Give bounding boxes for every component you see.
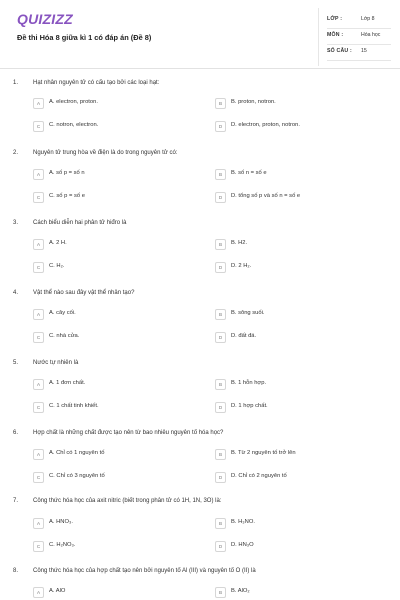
question-text: Hợp chất là những chất được tạo nên từ bao nhiêu nguyên tố hóa học? <box>33 430 224 436</box>
option-letter-box: D <box>215 541 226 552</box>
option-text: C. H₂. <box>49 263 65 269</box>
question-text: Hạt nhân nguyên tử có cấu tạo bởi các loại hạt: <box>33 80 160 86</box>
option-letter-box: C <box>33 541 44 552</box>
option-c[interactable] <box>33 192 203 205</box>
option-letter-box: A <box>33 169 44 180</box>
option-letter-box: B <box>215 309 226 320</box>
option-b[interactable] <box>215 587 385 600</box>
option-b[interactable] <box>215 309 385 322</box>
option-text: C. nhà cửa. <box>49 333 80 339</box>
option-text: A. cây cối. <box>49 310 76 316</box>
option-letter-box: C <box>33 332 44 343</box>
meta-key-count: SỐ CÂU : <box>327 48 352 54</box>
option-letter-box: D <box>215 262 226 273</box>
option-letter-box: A <box>33 518 44 529</box>
question-number: 3. <box>13 220 19 226</box>
option-a[interactable] <box>33 379 203 392</box>
option-c[interactable] <box>33 121 203 134</box>
option-letter-box: B <box>215 239 226 250</box>
meta-key-class: LỚP : <box>327 16 343 22</box>
meta-divider <box>327 60 391 61</box>
option-text: B. Từ 2 nguyên tố trở lên <box>231 450 296 456</box>
question-number: 2. <box>13 150 19 156</box>
option-text: A. 1 đơn chất. <box>49 380 86 386</box>
option-letter-box: A <box>33 449 44 460</box>
exam-title: Đề thi Hóa 8 giữa kì 1 có đáp án (Đề 8) <box>17 33 152 42</box>
option-b[interactable] <box>215 239 385 252</box>
option-letter-box: C <box>33 402 44 413</box>
option-c[interactable] <box>33 332 203 345</box>
question-text: Công thức hóa học của axit nitric (biết trong phân tử có 1H, 1N, 3O) là: <box>33 498 222 504</box>
meta-divider <box>327 28 391 29</box>
question-number: 1. <box>13 80 19 86</box>
option-text: D. 1 hợp chất. <box>231 403 268 409</box>
meta-key-subject: MÔN : <box>327 32 344 38</box>
meta-value-class: Lớp 8 <box>361 16 375 22</box>
option-letter-box: D <box>215 472 226 483</box>
option-letter-box: A <box>33 239 44 250</box>
option-d[interactable] <box>215 541 385 554</box>
option-text: B. proton, notron. <box>231 99 276 105</box>
option-c[interactable] <box>33 402 203 415</box>
question-number: 7. <box>13 498 19 504</box>
option-a[interactable] <box>33 98 203 111</box>
question-text: Cách biểu diễn hai phân tử hiđro là <box>33 220 127 226</box>
option-letter-box: A <box>33 379 44 390</box>
question-number: 4. <box>13 290 19 296</box>
option-text: B. 1 hỗn hợp. <box>231 380 267 386</box>
option-a[interactable] <box>33 518 203 531</box>
worksheet-header <box>0 0 400 69</box>
option-text: A. Chỉ có 1 nguyên tố <box>49 450 105 456</box>
option-letter-box: D <box>215 121 226 132</box>
option-text: C. H₂NO₃. <box>49 542 76 548</box>
question-number: 8. <box>13 568 19 574</box>
option-d[interactable] <box>215 192 385 205</box>
option-letter-box: C <box>33 472 44 483</box>
meta-row-subject <box>327 32 393 42</box>
option-b[interactable] <box>215 449 385 462</box>
option-letter-box: C <box>33 262 44 273</box>
option-c[interactable] <box>33 262 203 275</box>
question-text: Vật thể nào sau đây vật thể nhân tạo? <box>33 290 135 296</box>
option-letter-box: B <box>215 169 226 180</box>
option-text: B. số n = số e <box>231 170 267 176</box>
option-text: A. electron, proton. <box>49 99 98 105</box>
option-a[interactable] <box>33 239 203 252</box>
option-text: A. số p = số n <box>49 170 85 176</box>
option-text: A. 2 H. <box>49 240 67 246</box>
option-text: D. Chỉ có 2 nguyên tố <box>231 473 287 479</box>
meta-row-class <box>327 16 393 26</box>
option-letter-box: C <box>33 192 44 203</box>
option-text: B. sông suối. <box>231 310 265 316</box>
option-d[interactable] <box>215 332 385 345</box>
meta-divider <box>327 44 391 45</box>
option-text: D. đất đá. <box>231 333 257 339</box>
option-text: C. 1 chất tinh khiết. <box>49 403 99 409</box>
option-b[interactable] <box>215 379 385 392</box>
option-letter-box: A <box>33 98 44 109</box>
option-letter-box: A <box>33 587 44 598</box>
option-letter-box: A <box>33 309 44 320</box>
option-b[interactable] <box>215 518 385 531</box>
option-c[interactable] <box>33 541 203 554</box>
option-b[interactable] <box>215 169 385 182</box>
meta-panel <box>318 8 395 66</box>
option-letter-box: B <box>215 379 226 390</box>
option-a[interactable] <box>33 587 203 600</box>
option-text: D. HN₃O <box>231 542 254 548</box>
option-letter-box: B <box>215 518 226 529</box>
option-d[interactable] <box>215 121 385 134</box>
option-text: B. H₃NO. <box>231 519 255 525</box>
option-letter-box: D <box>215 402 226 413</box>
option-a[interactable] <box>33 449 203 462</box>
option-text: A. AlO <box>49 588 66 594</box>
option-text: B. H2. <box>231 240 248 246</box>
question-text: Nước tự nhiên là <box>33 360 79 366</box>
meta-row-count <box>327 48 393 58</box>
option-text: C. số p = số e <box>49 193 85 199</box>
option-a[interactable] <box>33 309 203 322</box>
option-text: C. notron, electron. <box>49 122 99 128</box>
option-text: B. AlO₂ <box>231 588 250 594</box>
option-text: D. 2 H₂. <box>231 263 252 269</box>
question-text: Công thức hóa học của hợp chất tạo nên bởi nguyên tố Al (III) và nguyên tố O (II) là <box>33 568 256 574</box>
option-text: D. tổng số p và số n = số e <box>231 193 301 199</box>
option-c[interactable] <box>33 472 203 485</box>
option-a[interactable] <box>33 169 203 182</box>
option-d[interactable] <box>215 262 385 275</box>
option-letter-box: B <box>215 98 226 109</box>
option-text: C. Chỉ có 3 nguyên tố <box>49 473 105 479</box>
option-letter-box: C <box>33 121 44 132</box>
meta-value-subject: Hóa học <box>361 32 381 38</box>
quizizz-logo: QUIZIZZ <box>17 11 73 27</box>
question-number: 6. <box>13 430 19 436</box>
option-letter-box: B <box>215 587 226 598</box>
option-text: D. electron, proton, notron. <box>231 122 300 128</box>
option-d[interactable] <box>215 472 385 485</box>
option-letter-box: B <box>215 449 226 460</box>
option-letter-box: D <box>215 332 226 343</box>
question-number: 5. <box>13 360 19 366</box>
option-letter-box: D <box>215 192 226 203</box>
option-b[interactable] <box>215 98 385 111</box>
option-text: A. HNO₃. <box>49 519 73 525</box>
question-text: Nguyên tử trung hòa về điện là do trong nguyên tử có: <box>33 150 178 156</box>
option-d[interactable] <box>215 402 385 415</box>
meta-value-count: 15 <box>361 48 367 54</box>
